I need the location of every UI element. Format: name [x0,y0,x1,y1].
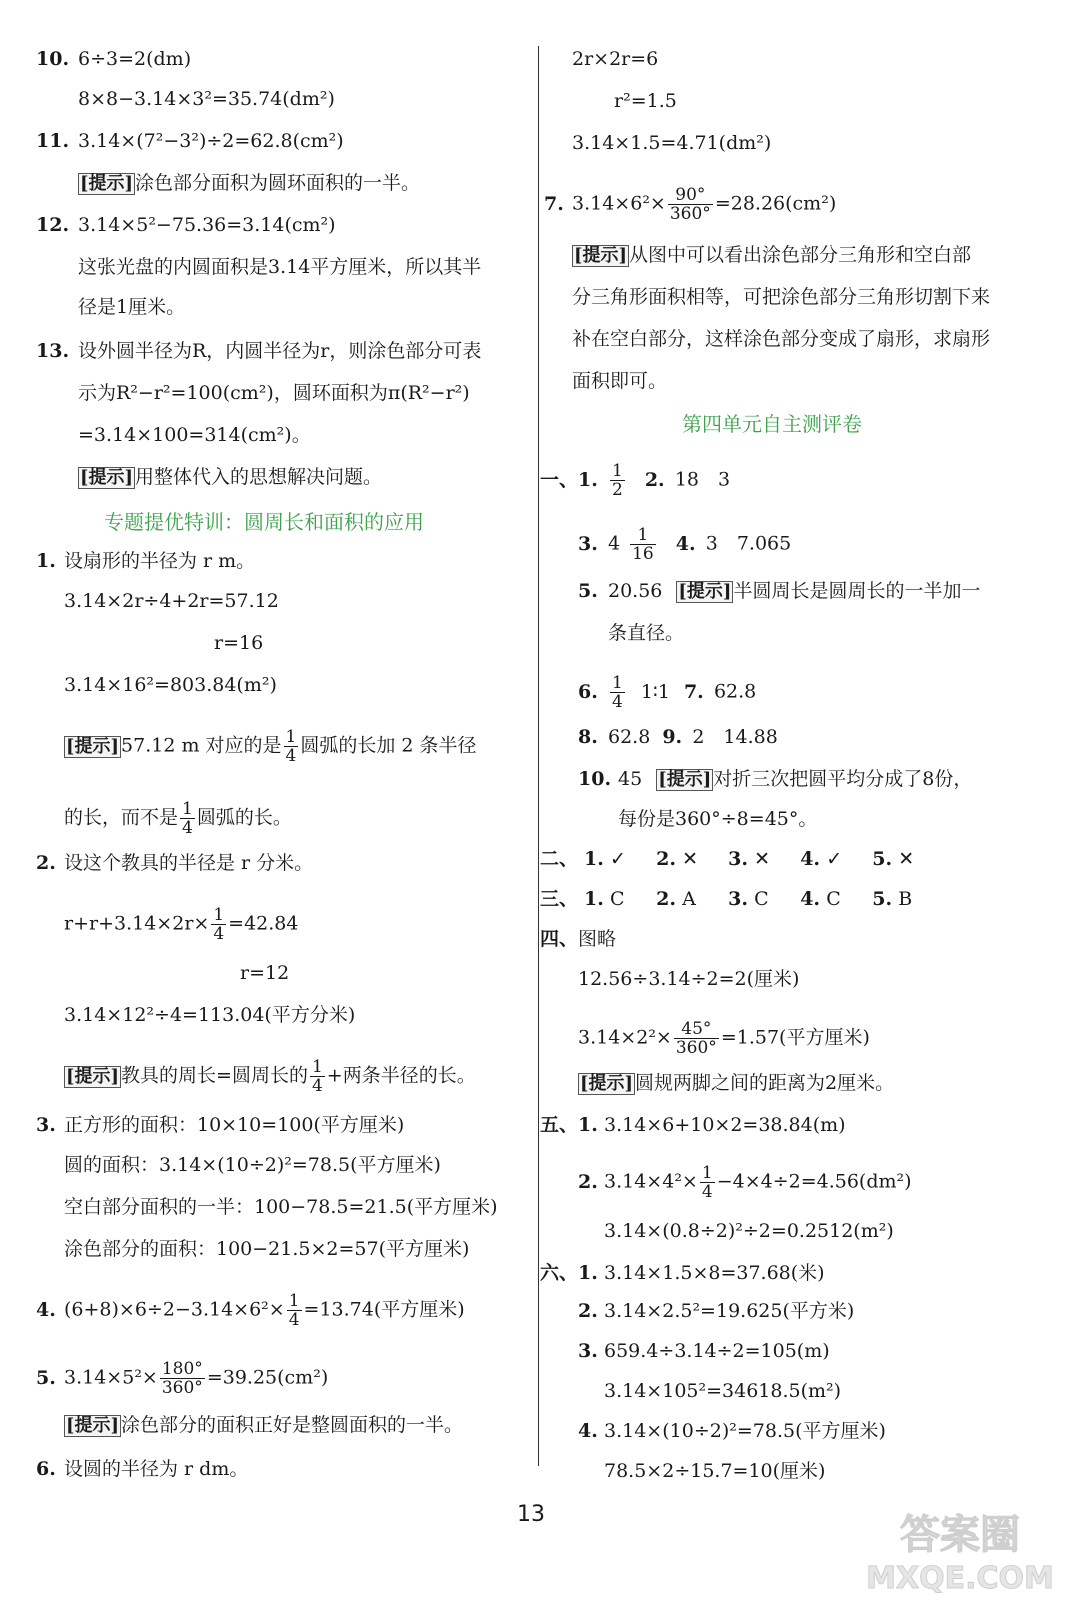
hint-label: [提示] [80,467,134,488]
p7-hint-line1: [提示] 从图中可以看出涂色部分三角形和空白部 [574,244,972,266]
s5-line3: 3.14×(0.8÷2)²÷2=0.2512(m²) [604,1220,894,1242]
p2-line4: 3.14×12²÷4=113.04(平方分米) [64,1004,356,1026]
p4-line1: 4. (6+8)×6÷2−3.14×6²× $\frac{1}{4}$ =13.74(平方厘米) [36,1291,465,1330]
p7-hint-line3: 补在空白部分，这样涂色部分变成了扇形，求扇形 [572,328,991,350]
fraction-one-quarter: $\frac{1}{4}$ [182,799,193,838]
s1-row2: 3. 4 $\frac{1}{16}$ 4. 3 7.065 [578,525,792,564]
s6-line4b: 78.5×2÷15.7=10(厘米) [604,1460,826,1482]
hint-label: [提示] [66,735,120,757]
s1-row4: 6. $\frac{1}{4}$ 1∶1 7. 62.8 [578,673,757,712]
fraction-one-quarter: $\frac{1}{4}$ [311,1057,323,1096]
q13-line2: 示为R²−r²=100(cm²)，圆环面积为π(R²−r²) [78,382,470,404]
p7-hint-line2: 分三角形面积相等，可把涂色部分三角形切割下来 [572,286,991,308]
fraction-one-quarter: $\frac{1}{4}$ [285,727,297,766]
s1-row1: 一、1. $\frac{1}{2}$ 2. 18 3 [540,461,731,500]
fraction-90-over-360: $\frac{90^\circ}{360^\circ}$ [669,185,711,224]
s5-line2: 2. 3.14×4²× $\frac{1}{4}$ −4×4÷2=4.56(dm²) [578,1163,912,1202]
s5-line1: 五、1. 3.14×6+10×2=38.84(m) [540,1114,846,1136]
q10-line1: 10. 6÷3=2(dm) [36,48,192,70]
hint-label: [提示] [80,173,134,194]
s4-line2: 3.14×2²× $\frac{45^\circ}{360^\circ}$ =1.57(平方厘米) [578,1019,870,1058]
q12-line2: 这张光盘的内圆面积是3.14平方厘米，所以其半 [78,256,482,278]
s4-title: 四、图略 [540,928,617,950]
s3-row: 三、 1. C 2. A 3. C 4. C 5. B [540,888,913,910]
s4-hint: [提示] 圆规两脚之间的距离为2厘米。 [580,1072,895,1094]
q12-line3: 径是1厘米。 [78,296,186,318]
p2-line1: 2. 设这个教具的半径是 r 分米。 [36,852,314,874]
q10-line2: 8×8−3.14×3²=35.74(dm²) [78,88,335,110]
watermark-line1: 答案圈 [900,1512,1020,1558]
q13-line3: =3.14×100=314(cm²)。 [78,424,311,446]
p3-line3: 空白部分面积的一半：100−78.5=21.5(平方厘米) [64,1196,498,1218]
p2-hint: [提示] 教具的周长=圆周长的 $\frac{1}{4}$ +两条半径的长。 [66,1057,476,1096]
q11-line1: 11. 3.14×(7²−3²)÷2=62.8(cm²) [36,130,344,152]
p6-cont-line1: 2r×2r=6 [572,48,659,70]
s4-line1: 12.56÷3.14÷2=2(厘米) [578,968,800,990]
s6-line2: 2. 3.14×2.5²=19.625(平方米) [578,1300,855,1322]
hint-label: [提示] [66,1415,120,1436]
q13-hint: [提示] 用整体代入的思想解决问题。 [80,466,383,488]
fraction-one-quarter: $\frac{1}{4}$ [612,673,623,712]
p3-line2: 圆的面积：3.14×(10÷2)²=78.5(平方厘米) [64,1154,441,1176]
p6-cont-line2: r²=1.5 [614,90,677,112]
page-number: 13 [517,1502,545,1527]
section-title-special-training: 专题提优特训：圆周长和面积的应用 [104,510,424,534]
p5-line1: 5. 3.14×5²× $\frac{180^\circ}{360^\circ}$ =39.25(cm²) [36,1359,329,1398]
p3-line1: 3. 正方形的面积：10×10=100(平方厘米) [36,1114,405,1136]
s2-row: 二、 1. ✓ 2. ✕ 3. ✕ 4. ✓ 5. ✕ [540,848,915,870]
hint-label: [提示] [658,769,712,790]
watermark-line2: MXQE.COM [866,1561,1054,1595]
q13-line1: 13. 设外圆半径为R，内圆半径为r，则涂色部分可表 [36,340,482,362]
p6-line1: 6. 设圆的半径为 r dm。 [36,1458,249,1480]
p7-hint-line4: 面积即可。 [572,370,668,392]
fraction-45-over-360: $\frac{45^\circ}{360^\circ}$ [675,1019,717,1058]
s1-row5: 8. 62.8 9. 2 14.88 [578,726,778,748]
p2-line3: r=12 [240,962,290,984]
p1-line4: 3.14×16²=803.84(m²) [64,674,277,696]
fraction-one-quarter: $\frac{1}{4}$ [288,1291,300,1330]
q12-line1: 12. 3.14×5²−75.36=3.14(cm²) [36,214,336,236]
p1-line1: 1. 设扇形的半径为 r m。 [36,550,256,572]
section-title-unit4: 第四单元自主测评卷 [682,412,862,436]
s6-line1: 六、1. 3.14×1.5×8=37.68(米) [540,1262,825,1284]
s6-line4: 4. 3.14×(10÷2)²=78.5(平方厘米) [578,1420,886,1442]
fraction-one-sixteenth: $\frac{1}{16}$ [632,525,654,564]
fraction-one-half: $\frac{1}{2}$ [612,461,623,500]
q11-hint: [提示] 涂色部分面积为圆环面积的一半。 [80,172,421,194]
p1-hint-line1: [提示] 57.12 m 对应的是 $\frac{1}{4}$ 圆弧的长加 2 条半径 [66,727,477,766]
p6-cont-line3: 3.14×1.5=4.71(dm²) [572,132,772,154]
p1-line2: 3.14×2r÷4+2r=57.12 [64,590,279,612]
p7-line1: 7. 3.14×6²× $\frac{90^\circ}{360^\circ}$ =28.26(cm²) [544,185,837,224]
s1-row6-cont: 每份是360°÷8=45°。 [618,808,818,830]
p2-line2: r+r+3.14×2r× $\frac{1}{4}$ =42.84 [64,905,299,944]
hint-label: [提示] [66,1065,120,1087]
s1-row3-cont: 条直径。 [608,622,685,644]
hint-label: [提示] [574,245,628,266]
p3-line4: 涂色部分的面积：100−21.5×2=57(平方厘米) [64,1238,470,1260]
s6-line3b: 3.14×105²=34618.5(m²) [604,1380,842,1402]
s1-row6: 10. 45 [提示] 对折三次把圆平均分成了8份， [578,768,973,790]
s6-line3: 3. 659.4÷3.14÷2=105(m) [578,1340,830,1362]
hint-label: [提示] [580,1073,634,1094]
column-divider [538,46,539,1466]
fraction-one-quarter: $\frac{1}{4}$ [701,1163,713,1202]
p1-hint-line2: 的长，而不是 $\frac{1}{4}$ 圆弧的长。 [64,799,292,838]
watermark-logo [840,1500,1080,1595]
hint-label: [提示] [678,581,732,602]
fraction-one-quarter: $\frac{1}{4}$ [213,905,225,944]
s1-row3: 5. 20.56 [提示] 半圆周长是圆周长的一半加一 [578,580,981,602]
fraction-180-over-360: $\frac{180^\circ}{360^\circ}$ [161,1359,203,1398]
p1-line3: r=16 [214,632,264,654]
p5-hint: [提示] 涂色部分的面积正好是整圆面积的一半。 [66,1414,464,1436]
